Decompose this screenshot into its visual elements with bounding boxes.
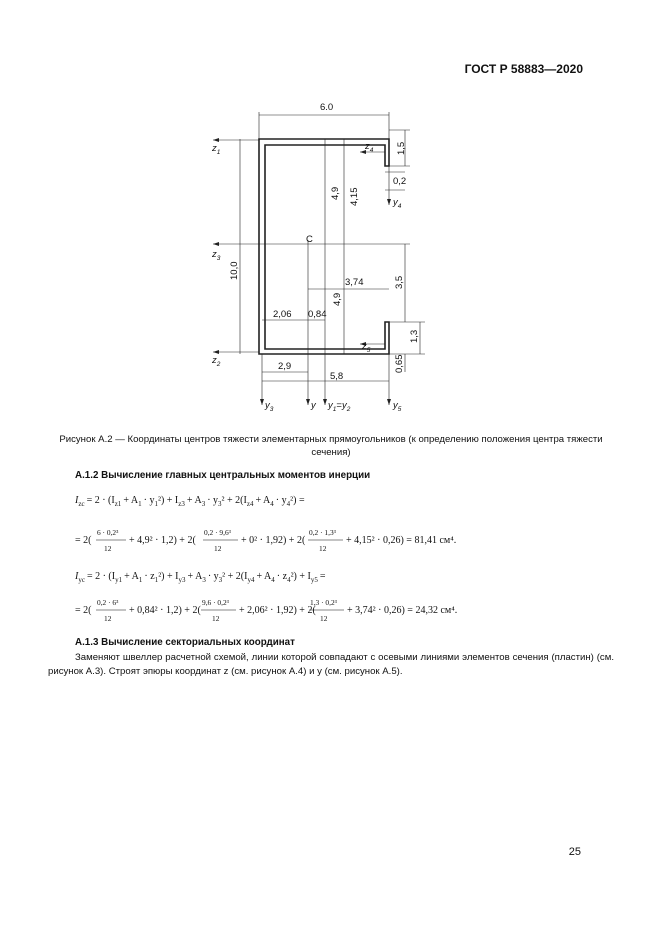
formula-izc-calc xyxy=(0,524,661,564)
dim-lip-vertical: 1,3 xyxy=(409,329,420,343)
svg-text:12: 12 xyxy=(104,614,112,623)
dim-lower-vertical: 4,9 xyxy=(332,292,343,306)
label-y3: $y_3$ xyxy=(265,400,274,413)
svg-text:0,2 · 6³: 0,2 · 6³ xyxy=(97,598,119,607)
section-title-a12: А.1.2 Вычисление главных центральных моментов инерции xyxy=(75,470,371,481)
svg-text:+ 2,06² · 1,92) + 2(: + 2,06² · 1,92) + 2( xyxy=(239,605,316,616)
svg-text:Iyc= 2 · (Iy1+ A1· z1²) + Iy3+: $I_{yc} = 2 \cdot (I_{y1} + A_1 \cdot z_1^2) + I_{y3} + A_3 \cdot y_3^2 + 2(I_{y4} + A_4 \cdot z_4^2) + I_y5$ = xyxy=(75,571,326,584)
label-z5: $z_5$ xyxy=(362,341,371,354)
svg-text:0,2 · 1,3³: 0,2 · 1,3³ xyxy=(309,528,336,537)
dim-width-top: 6.0 xyxy=(320,102,334,113)
formula-izc-definition xyxy=(0,488,661,528)
dim-right-vertical: 3,5 xyxy=(394,275,405,289)
dim-horizontal-206: 2,06 xyxy=(273,309,292,320)
dim-mid-vertical-1: 4,9 xyxy=(330,186,341,200)
svg-text:6 · 0,2³: 6 · 0,2³ xyxy=(97,528,119,537)
label-y: y xyxy=(311,400,316,411)
section-title-a13: А.1.3 Вычисление секториальных координат xyxy=(75,637,295,648)
svg-text:12: 12 xyxy=(214,544,222,553)
body-paragraph: Заменяют швеллер расчетной схемой, линии которой совпадают с осевыми линиями элементов сечения (пластин) (см. рисунок А.3). Строят эпюры координат z (см. рисунок А.4) и y (см. рисунок А.5). xyxy=(48,652,614,677)
dim-horizontal-084: 0,84 xyxy=(308,309,327,320)
dim-horizontal-374: 3,74 xyxy=(345,277,364,288)
svg-text:+ 0,84² · 1,2) + 2(: + 0,84² · 1,2) + 2( xyxy=(129,605,201,616)
svg-text:+ 0² · 1,92) + 2(: + 0² · 1,92) + 2( xyxy=(241,535,306,546)
label-z1: $z_1$ xyxy=(212,143,221,156)
label-centroid: C xyxy=(306,234,313,245)
svg-text:12: 12 xyxy=(104,544,112,553)
label-z2: $z_2$ xyxy=(212,355,221,368)
label-z3: $z_3$ xyxy=(212,249,221,262)
label-y1-y2: $y_1=y_2$ xyxy=(328,400,351,413)
label-y5: $y_5$ xyxy=(393,400,402,413)
page-number: 25 xyxy=(568,846,581,858)
svg-text:0,2 · 9,6³: 0,2 · 9,6³ xyxy=(204,528,231,537)
svg-text:Izc= 2 · (Iz1+ A1· y1²) + Iz3+: $I_{zc} = 2 \cdot (I_{z1} + A_1 \cdot y_1^2) + I_{z3} + A_3 \cdot y_3^2 + 2(I_{z4} + A_4 \cdot y_4^2)$ = xyxy=(75,495,305,508)
svg-text:12: 12 xyxy=(319,544,327,553)
label-z4: $z_4$ xyxy=(365,141,374,154)
dim-mid-vertical-2: 4,15 xyxy=(349,187,360,206)
formula-iyc-calc xyxy=(0,594,661,634)
svg-text:+ 3,74² · 0,26) = 24,32 см⁴.: + 3,74² · 0,26) = 24,32 см⁴. xyxy=(347,605,458,616)
svg-text:9,6 · 0,2³: 9,6 · 0,2³ xyxy=(202,598,229,607)
dim-z4-offset: 1,5 xyxy=(396,141,407,155)
svg-text:+ 4,15² · 0,26) = 81,41 см⁴.: + 4,15² · 0,26) = 81,41 см⁴. xyxy=(346,535,457,546)
svg-text:= 2(: = 2( xyxy=(75,535,92,546)
document-header: ГОСТ Р 58883—2020 xyxy=(464,62,583,76)
dim-bottom-58: 5,8 xyxy=(330,371,344,382)
svg-text:= 2(: = 2( xyxy=(75,605,92,616)
section-figure xyxy=(0,0,661,420)
figure-caption: Рисунок А.2 — Координаты центров тяжести элементарных прямоугольников (к определению положения центра тяжести сечения) xyxy=(59,434,603,458)
dim-left-height: 10,0 xyxy=(229,261,240,280)
svg-text:+ 4,9² · 1,2) + 2(: + 4,9² · 1,2) + 2( xyxy=(129,535,196,546)
dim-bottom-29: 2,9 xyxy=(278,361,292,372)
dim-bottom-vertical: 0,65 xyxy=(394,354,405,373)
svg-text:1,3 · 0,2³: 1,3 · 0,2³ xyxy=(310,598,337,607)
svg-text:12: 12 xyxy=(212,614,220,623)
dim-flange-thickness: 0,2 xyxy=(393,176,407,187)
label-y4: $y_4$ xyxy=(393,197,402,210)
svg-text:12: 12 xyxy=(320,614,328,623)
